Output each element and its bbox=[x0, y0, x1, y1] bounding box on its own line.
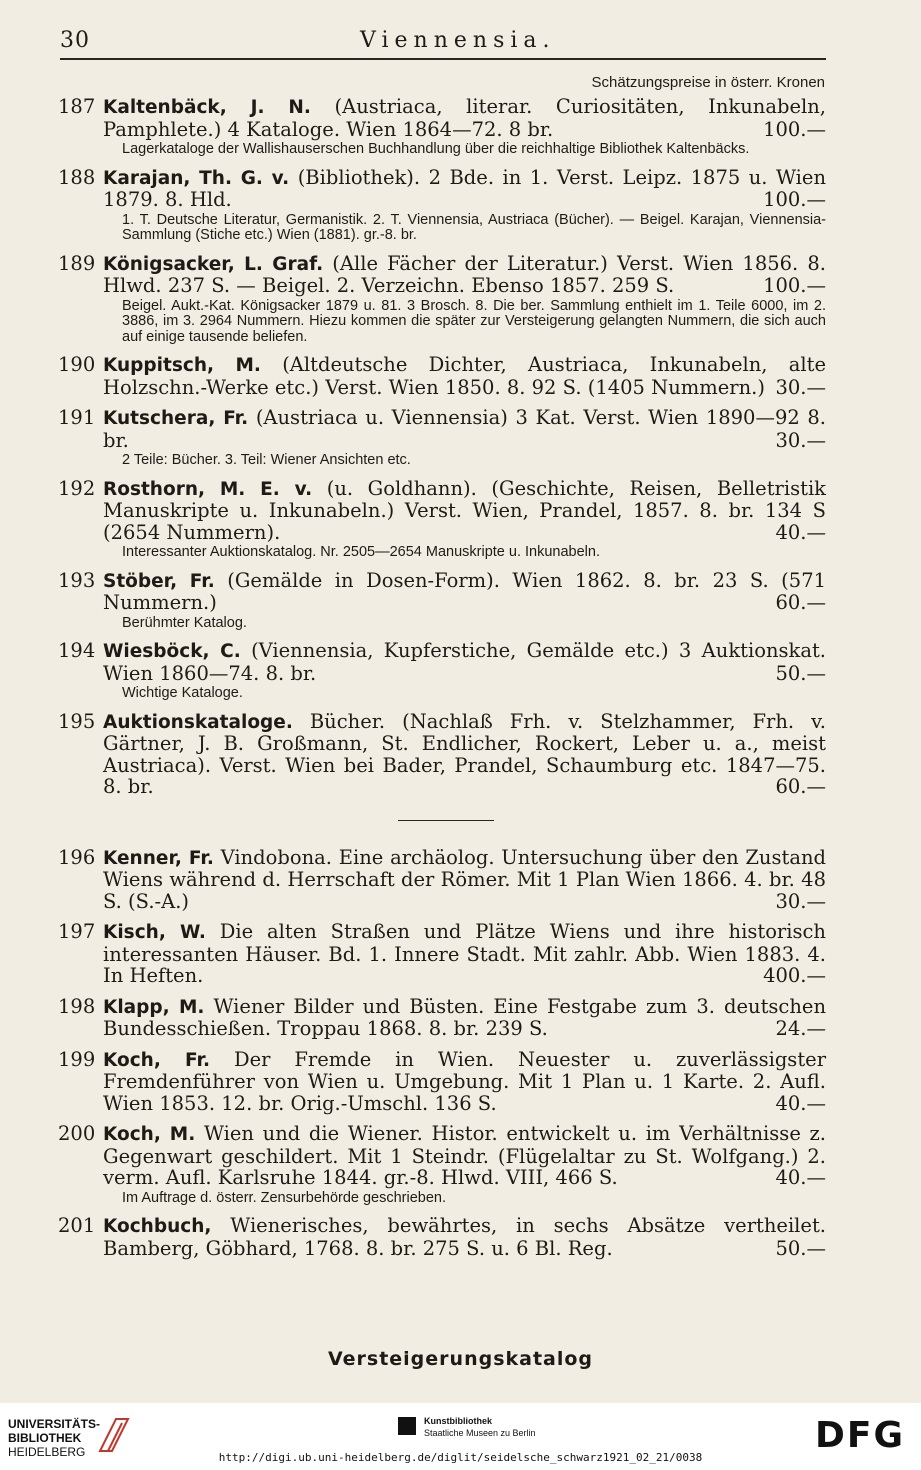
catalog-entry bbox=[58, 570, 826, 632]
entry-text: Bücher. (Nachlaß Frh. v. Stelzhammer, Frh. v. Gärtner, J. B. Großmann, St. Endlicher, Rockert, Leber u. a., meist Austriaca). Verst. Wien bei Bader, Prandel, Schaumburg etc. 1847—75. 8. br. bbox=[103, 709, 826, 798]
entry-text: (Viennensia, Kupferstiche, Gemälde etc.) 3 Auktionskat. Wien 1860—74. 8. br. bbox=[103, 639, 826, 685]
catalog-entry bbox=[58, 1049, 826, 1115]
entry-price: 50.— bbox=[775, 661, 826, 685]
entry-price: 40.— bbox=[775, 1166, 826, 1189]
entry-note: Im Auftrage d. österr. Zensurbehörde geschrieben. bbox=[122, 1189, 447, 1206]
entry-number: 199 bbox=[58, 1047, 96, 1071]
entry-number: 190 bbox=[58, 353, 96, 376]
entry-main bbox=[58, 921, 826, 987]
entry-note: Wichtige Kataloge. bbox=[122, 685, 243, 701]
catalog-entry bbox=[58, 354, 826, 398]
entry-main bbox=[58, 847, 826, 913]
kb-line-2: Staatliche Museen zu Berlin bbox=[424, 1428, 536, 1438]
entry-main bbox=[58, 570, 826, 614]
entry-author: Rosthorn, M. E. v. bbox=[103, 478, 313, 500]
entry-text: Der Fremde in Wien. Neuester u. zuverlässigster Fremdenführer von Wien u. Umgebung. Mit 1 Plan u. 1 Karte. 2. Aufl. Wien 1853. 12. br. Orig.-Umschl. 136 S. bbox=[103, 1047, 827, 1115]
entry-author: Kochbuch, bbox=[103, 1216, 212, 1237]
digitization-bar bbox=[0, 1403, 921, 1470]
entry-number: 197 bbox=[58, 920, 96, 943]
catalog-entry bbox=[58, 1215, 826, 1259]
section-divider bbox=[398, 820, 494, 821]
entry-text: (Altdeutsche Dichter, Austriaca, Inkunabeln, alte Holzschn.-Werke etc.) Verst. Wien 1850. 8. 92 S. (1405 Nummern.) bbox=[103, 353, 826, 399]
entry-author: Kaltenbäck, J. N. bbox=[103, 97, 311, 118]
entry-price: 60.— bbox=[775, 591, 826, 614]
entry-list-a bbox=[58, 96, 826, 798]
entry-text: (Austriaca, literar. Curiositäten, Inkunabeln, Pamphlete.) 4 Kataloge. Wien 1864—72. 8 br. bbox=[103, 95, 827, 141]
ub-line-3: HEIDELBERG bbox=[8, 1445, 86, 1459]
entry-main bbox=[58, 1049, 826, 1115]
catalog-entry bbox=[58, 1123, 826, 1206]
running-title: Viennensia. bbox=[360, 28, 556, 53]
kb-line-1: Kunstbibliothek bbox=[424, 1416, 492, 1426]
entry-number: 192 bbox=[58, 476, 96, 500]
entry-price: 100.— bbox=[763, 117, 826, 141]
entry-main bbox=[58, 167, 826, 211]
entry-main bbox=[58, 711, 826, 798]
catalog-entry bbox=[58, 640, 826, 702]
entry-author: Klapp, M. bbox=[103, 996, 205, 1018]
entry-main bbox=[58, 253, 826, 297]
entry-main bbox=[58, 354, 826, 398]
entry-number: 191 bbox=[58, 406, 96, 429]
entry-number: 201 bbox=[58, 1214, 96, 1237]
entry-price: 40.— bbox=[775, 1091, 826, 1115]
entry-main bbox=[58, 478, 826, 544]
entry-author: Kisch, W. bbox=[103, 922, 206, 943]
entry-main bbox=[58, 96, 826, 140]
entry-text: (Gemälde in Dosen-Form). Wien 1862. 8. br. 23 S. (571 Nummern.) bbox=[103, 568, 827, 614]
entry-price: 60.— bbox=[775, 775, 826, 798]
entry-number: 195 bbox=[58, 709, 96, 733]
entry-price: 24.— bbox=[775, 1017, 826, 1040]
entry-main bbox=[58, 1123, 826, 1189]
entry-text: Vindobona. Eine archäolog. Untersuchung über den Zustand Wiens während d. Herrschaft der Römer. Mit 1 Plan Wien 1866. 4. br. 48 S. (S.-A.) bbox=[103, 845, 827, 913]
entry-note: Lagerkataloge der Wallishauserschen Buchhandlung über die reichhaltige Bibliothek Kaltenbäcks. bbox=[122, 141, 750, 157]
entry-author: Kuppitsch, M. bbox=[103, 355, 261, 376]
entry-note: 1. T. Deutsche Literatur, Germanistik. 2. T. Viennensia, Austriaca (Bücher). — Beigel. Karajan, Viennensia-Sammlung (Stiche etc.) Wien (1881). gr.-8. br. bbox=[122, 211, 826, 243]
entry-author: Koch, Fr. bbox=[103, 1049, 211, 1071]
page-footer: Versteigerungskatalog bbox=[327, 1348, 594, 1370]
kunstbibliothek-text bbox=[424, 1415, 536, 1439]
catalog-entry bbox=[58, 407, 826, 469]
entry-number: 187 bbox=[58, 95, 96, 118]
page-header bbox=[60, 26, 826, 62]
entry-note: Interessanter Auktionskatalog. Nr. 2505—2654 Manuskripte u. Inkunabeln. bbox=[122, 544, 600, 560]
entry-price: 50.— bbox=[775, 1236, 826, 1260]
entry-text: Die alten Straßen und Plätze Wiens und ihre historisch interessanten Häuser. Bd. 1. Innere Stadt. Mit zahlr. Abb. Wien 1883. 4. In Heften. bbox=[103, 920, 826, 987]
entry-main bbox=[58, 407, 826, 451]
entry-number: 188 bbox=[58, 165, 96, 189]
dfg-logo[interactable]: DFG bbox=[814, 1415, 905, 1456]
entry-main bbox=[58, 996, 826, 1040]
catalog-entry bbox=[58, 847, 826, 913]
entry-author: Auktionskataloge. bbox=[103, 711, 293, 733]
entry-note: Berühmter Katalog. bbox=[122, 614, 247, 631]
entry-text: Wien und die Wiener. Histor. entwickelt u. im Verhältnisse z. Gegenwart geschildert. Mit 1 Steindr. (Flügelaltar zu St. Wolfgang.) 2. verm. Aufl. Karlsruhe 1844. gr.-8. Hlwd. VIII, 466 S. bbox=[103, 1122, 827, 1189]
entry-author: Karajan, Th. G. v. bbox=[103, 167, 290, 189]
catalog-entry bbox=[58, 921, 826, 987]
catalog-entries bbox=[58, 96, 826, 1259]
entry-price: 100.— bbox=[763, 188, 826, 211]
catalog-entry bbox=[58, 253, 826, 346]
catalog-entry bbox=[58, 167, 826, 244]
catalog-entry bbox=[58, 478, 826, 561]
catalog-entry bbox=[58, 96, 826, 158]
entry-note: 2 Teile: Bücher. 3. Teil: Wiener Ansichten etc. bbox=[122, 452, 411, 468]
entry-author: Stöber, Fr. bbox=[103, 570, 215, 592]
entry-number: 196 bbox=[58, 845, 96, 869]
entry-number: 189 bbox=[58, 251, 96, 275]
entry-price: 30.— bbox=[775, 428, 826, 452]
entry-price: 100.— bbox=[763, 274, 826, 297]
entry-price: 30.— bbox=[775, 375, 826, 399]
header-rule bbox=[60, 58, 826, 60]
ub-line-1: UNIVERSITÄTS- bbox=[8, 1417, 101, 1431]
entry-number: 194 bbox=[58, 639, 96, 662]
ub-line-2: BIBLIOTHEK bbox=[8, 1431, 82, 1445]
price-column-heading: Schätzungspreise in österr. Kronen bbox=[591, 74, 825, 91]
entry-note: Beigel. Aukt.-Kat. Königsacker 1879 u. 81. 3 Brosch. 8. Die ber. Sammlung enthielt im 1. Teile 6000, im 2. 3886, im 3. 2964 Nummern. Hiezu kommen die später zur Versteigerung gelangten Nummern, die sich auch auf einige tausende beliefen. bbox=[122, 297, 826, 345]
catalog-entry bbox=[58, 711, 826, 798]
entry-main bbox=[58, 640, 826, 684]
permalink-url[interactable]: http://digi.ub.uni-heidelberg.de/diglit/seidelsche_schwarz1921_02_21/0038 bbox=[218, 1451, 703, 1464]
ub-mark-icon bbox=[96, 1415, 132, 1453]
entry-author: Königsacker, L. Graf. bbox=[103, 253, 324, 275]
kunstbibliothek-logo[interactable] bbox=[398, 1415, 558, 1445]
entry-text: Wiener Bilder und Büsten. Eine Festgabe zum 3. deutschen Bundesschießen. Troppau 1868. 8. br. 239 S. bbox=[103, 994, 826, 1040]
entry-number: 200 bbox=[58, 1122, 96, 1145]
entry-price: 40.— bbox=[775, 520, 826, 544]
catalog-entry bbox=[58, 996, 826, 1040]
entry-main bbox=[58, 1215, 826, 1259]
entry-text: Wienerisches, bewährtes, in sechs Absätze vertheilet. Bamberg, Göbhard, 1768. 8. br. 275 S. u. 6 Bl. Reg. bbox=[103, 1214, 826, 1260]
entry-text: (Austriaca u. Viennensia) 3 Kat. Verst. Wien 1890—92 8. br. bbox=[103, 406, 826, 452]
entry-text: (u. Goldhann). (Geschichte, Reisen, Belletristik Manuskripte u. Inkunabeln.) Verst. Wien, Prandel, 1857. 8. br. 134 S (2654 Nummern). bbox=[103, 476, 826, 544]
entry-author: Kenner, Fr. bbox=[103, 847, 214, 869]
entry-price: 400.— bbox=[763, 964, 826, 987]
entry-price: 30.— bbox=[775, 889, 826, 913]
entry-number: 193 bbox=[58, 568, 96, 592]
kunstbibliothek-square-icon bbox=[398, 1417, 416, 1435]
entry-list-b bbox=[58, 847, 826, 1260]
entry-author: Koch, M. bbox=[103, 1124, 196, 1145]
entry-text: (Bibliothek). 2 Bde. in 1. Verst. Leipz. 1875 u. Wien 1879. 8. Hld. bbox=[103, 165, 826, 211]
entry-author: Kutschera, Fr. bbox=[103, 408, 249, 429]
entry-author: Wiesböck, C. bbox=[103, 641, 241, 662]
entry-text: (Alle Fächer der Literatur.) Verst. Wien 1856. 8. Hlwd. 237 S. — Beigel. 2. Verzeichn. Ebenso 1857. 259 S. bbox=[103, 251, 826, 297]
entry-number: 198 bbox=[58, 994, 96, 1018]
page-number: 30 bbox=[60, 28, 90, 53]
